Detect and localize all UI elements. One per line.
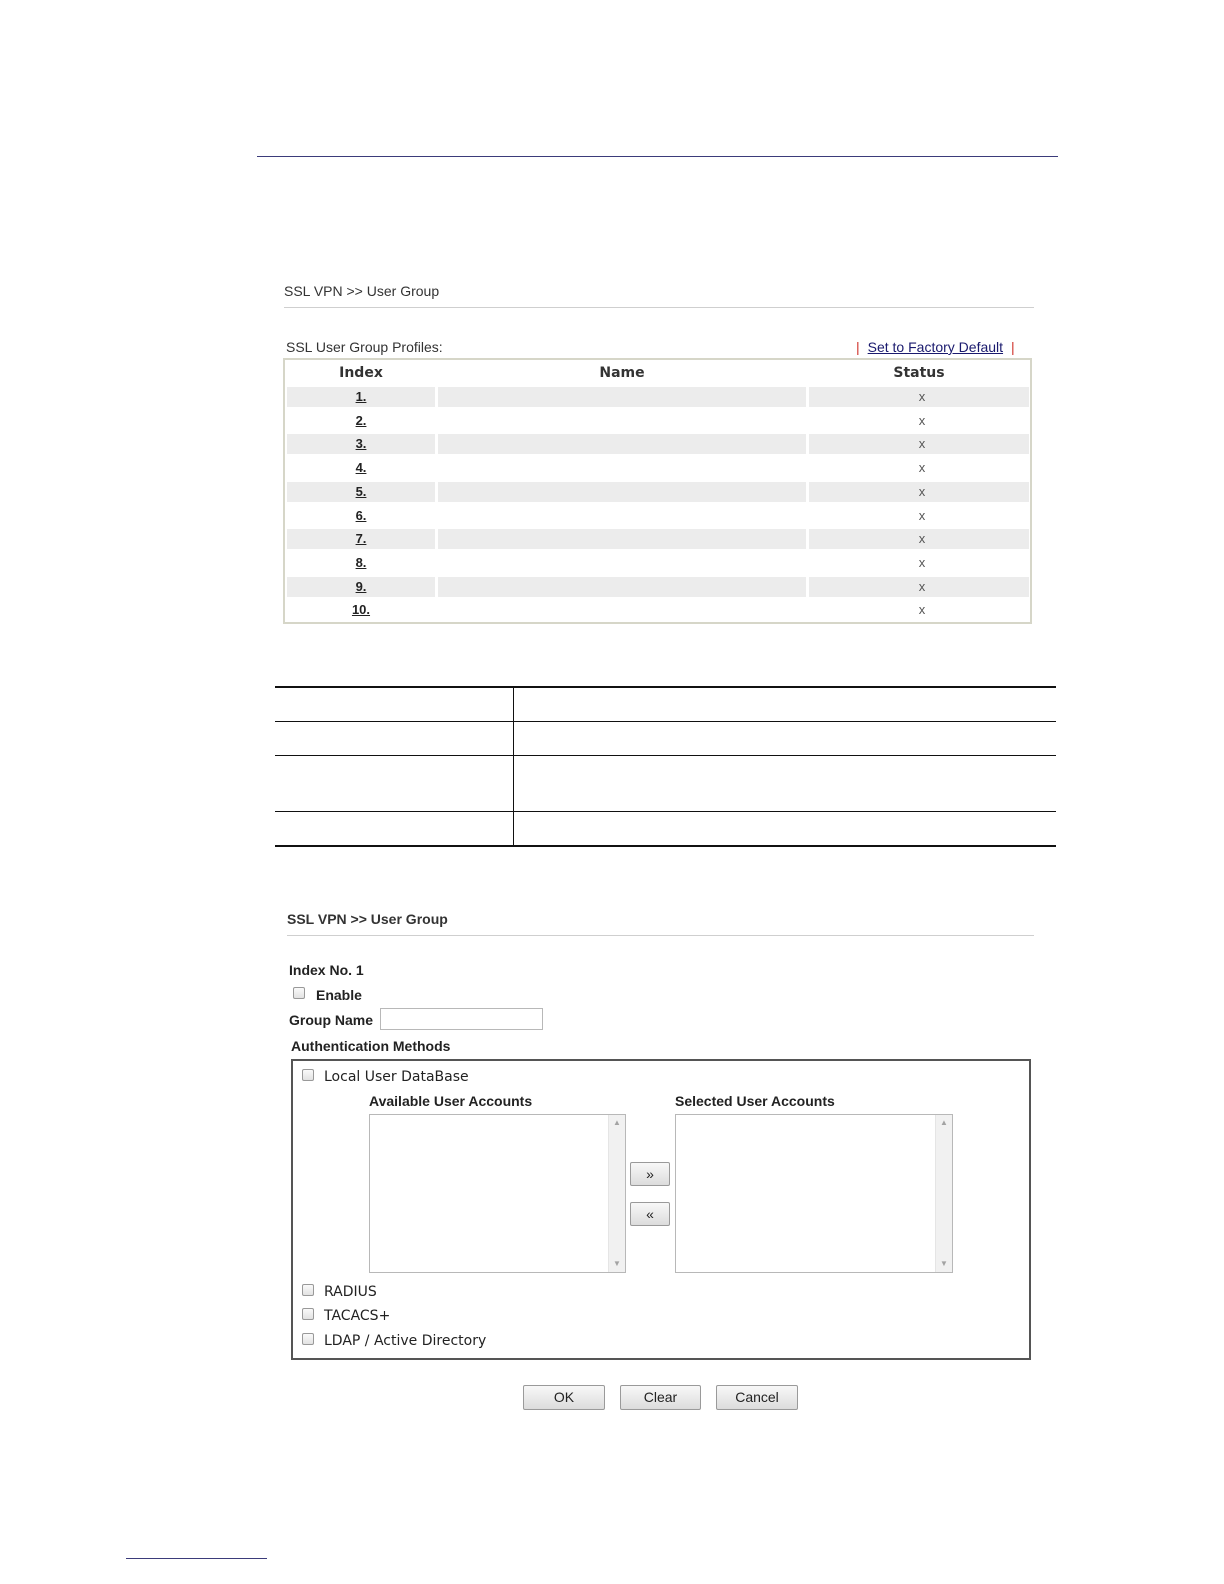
table-row xyxy=(287,434,1029,454)
local-user-database-checkbox[interactable] xyxy=(302,1069,314,1081)
radius-label: RADIUS xyxy=(324,1284,377,1300)
edit-breadcrumb-divider xyxy=(287,935,1034,936)
name-cell xyxy=(438,553,806,573)
profile-index-link[interactable]: 5. xyxy=(355,483,367,499)
column-header-index: Index xyxy=(339,365,383,381)
profile-index-link[interactable]: 4. xyxy=(355,460,367,476)
name-cell xyxy=(438,387,806,407)
remove-account-button[interactable]: « xyxy=(630,1202,670,1226)
table-row xyxy=(287,506,1029,526)
profile-index-link[interactable]: 9. xyxy=(355,578,367,594)
factory-default-group xyxy=(856,339,1015,355)
radius-checkbox[interactable] xyxy=(302,1284,314,1296)
table-row xyxy=(287,577,1029,597)
enable-checkbox[interactable] xyxy=(293,987,305,999)
add-account-button[interactable]: » xyxy=(630,1162,670,1186)
scroll-up-icon[interactable]: ▲ xyxy=(940,1118,948,1127)
profile-status: x xyxy=(918,389,926,404)
breadcrumb-divider xyxy=(284,307,1034,308)
doc-table-rule xyxy=(275,755,1056,756)
profile-index-link[interactable]: 10. xyxy=(351,602,371,618)
tacacs-checkbox[interactable] xyxy=(302,1308,314,1320)
page-footer-rule xyxy=(126,1558,267,1559)
selected-accounts-label: Selected User Accounts xyxy=(675,1093,835,1109)
scroll-up-icon[interactable]: ▲ xyxy=(613,1118,621,1127)
profile-status: x xyxy=(918,578,926,594)
name-cell xyxy=(438,577,806,597)
name-cell xyxy=(438,529,806,549)
breadcrumb: SSL VPN >> User Group xyxy=(284,283,440,299)
profile-status: x xyxy=(918,412,926,428)
profile-status: x xyxy=(918,483,926,499)
profile-status: x xyxy=(918,602,926,618)
doc-table-top-rule xyxy=(275,686,1056,688)
profile-index-link[interactable]: 7. xyxy=(355,531,367,547)
name-cell xyxy=(438,434,806,454)
table-row xyxy=(287,529,1029,549)
name-cell xyxy=(438,600,806,620)
profile-status: x xyxy=(918,436,926,452)
group-name-input[interactable] xyxy=(380,1008,543,1030)
profile-index-link[interactable]: 8. xyxy=(355,554,367,570)
name-cell xyxy=(438,411,806,431)
set-factory-default-link[interactable]: Set to Factory Default xyxy=(867,339,1004,355)
column-header-status: Status xyxy=(893,365,945,381)
name-cell xyxy=(438,506,806,526)
profile-index-link[interactable]: 6. xyxy=(355,507,367,523)
table-row xyxy=(287,411,1029,431)
table-row xyxy=(287,600,1029,620)
tacacs-label: TACACS+ xyxy=(324,1308,391,1324)
separator: | xyxy=(856,339,860,355)
column-header-name: Name xyxy=(599,365,645,381)
ldap-label: LDAP / Active Directory xyxy=(324,1333,487,1349)
authentication-methods-label: Authentication Methods xyxy=(291,1038,451,1054)
profile-index-link[interactable]: 3. xyxy=(355,436,367,452)
selected-accounts-list[interactable] xyxy=(675,1114,953,1273)
profile-status: x xyxy=(918,531,926,547)
profile-index-link[interactable]: 1. xyxy=(355,389,367,404)
available-accounts-label: Available User Accounts xyxy=(369,1093,533,1109)
table-row xyxy=(287,553,1029,573)
ldap-checkbox[interactable] xyxy=(302,1333,314,1345)
scroll-down-icon[interactable]: ▼ xyxy=(940,1259,948,1268)
table-row xyxy=(287,387,1029,407)
clear-button[interactable]: Clear xyxy=(620,1385,701,1410)
name-cell xyxy=(438,458,806,478)
doc-table-column-rule xyxy=(513,686,514,847)
doc-table-bottom-rule xyxy=(275,845,1056,847)
profile-index-link[interactable]: 2. xyxy=(355,412,367,428)
available-accounts-list[interactable] xyxy=(369,1114,626,1273)
index-number-label: Index No. 1 xyxy=(289,962,364,978)
name-cell xyxy=(438,482,806,502)
local-user-database-label: Local User DataBase xyxy=(324,1069,469,1085)
enable-label: Enable xyxy=(316,987,362,1003)
scroll-down-icon[interactable]: ▼ xyxy=(613,1259,621,1268)
separator: | xyxy=(1011,339,1015,355)
group-name-label: Group Name xyxy=(289,1012,374,1028)
edit-breadcrumb: SSL VPN >> User Group xyxy=(287,911,448,927)
table-row xyxy=(287,458,1029,478)
doc-table-rule xyxy=(275,721,1056,722)
table-row xyxy=(287,482,1029,502)
scrollbar[interactable] xyxy=(935,1115,952,1272)
profile-status: x xyxy=(918,554,926,570)
ok-button[interactable]: OK xyxy=(523,1385,605,1410)
scrollbar[interactable] xyxy=(608,1115,625,1272)
cancel-button[interactable]: Cancel xyxy=(716,1385,798,1410)
page-header-rule xyxy=(257,156,1058,157)
profiles-label: SSL User Group Profiles: xyxy=(286,339,443,355)
doc-table-rule xyxy=(275,811,1056,812)
profile-status: x xyxy=(918,460,926,476)
profile-status: x xyxy=(918,507,926,523)
